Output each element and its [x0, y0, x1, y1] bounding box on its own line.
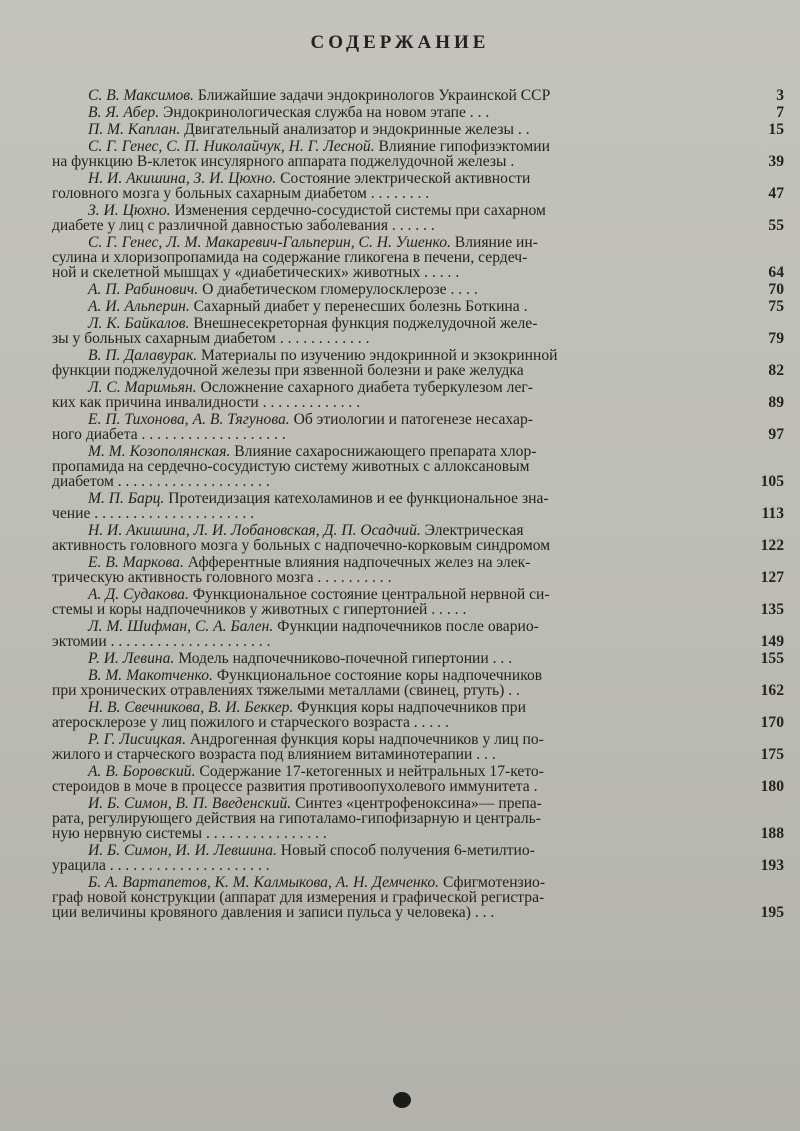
toc-entry-authors: М. М. Козополянская.: [88, 443, 231, 460]
toc-entry-page-number: 70: [768, 281, 784, 298]
toc-entry-continuation: ких как причина инвалидности . . . . . . . . . . . . .: [52, 394, 361, 411]
toc-entry-text: [52, 587, 740, 617]
toc-entry-text: [52, 139, 740, 169]
toc-entry-authors: С. Г. Генес, Л. М. Макаревич-Гальперин, С. Н. Ушенко.: [88, 234, 451, 251]
toc-entry-first-line: [52, 651, 740, 666]
toc-entry: [52, 282, 788, 297]
toc-entry: [52, 700, 788, 730]
toc-entry: [52, 316, 788, 346]
toc-entry-continuation: на функцию В-клеток инсулярного аппарата поджелудочной железы .: [52, 153, 515, 170]
toc-entry-text: [52, 444, 740, 489]
toc-entry: [52, 843, 788, 873]
toc-entry-title: Сфигмотензио-: [439, 874, 546, 891]
toc-entry-authors: В. П. Далавурак.: [88, 347, 198, 364]
toc-entry-page-number: 188: [760, 825, 784, 842]
toc-entry-authors: А. И. Альперин.: [88, 298, 190, 315]
toc-entry-text: [52, 843, 740, 873]
toc-entry-continuation: головного мозга у больных сахарным диабетом . . . . . . . .: [52, 185, 430, 202]
toc-entry-continuation: ции величины кровяного давления и записи пульса у человека) . . .: [52, 904, 495, 921]
toc-entry-page-number: 193: [760, 857, 784, 874]
toc-entry-title: Состояние электрической активности: [276, 170, 531, 187]
toc-entry-authors: С. В. Максимов.: [88, 87, 194, 104]
toc-entry-title: Двигательный анализатор и эндокринные железы . .: [180, 121, 530, 138]
toc-entry-title: Синтез «центрофеноксина»— препа-: [291, 795, 542, 812]
toc-entry-text: [52, 619, 740, 649]
toc-entry: [52, 764, 788, 794]
toc-entry-first-line: [52, 122, 740, 137]
toc-entry-title: Влияние гипофизэктомии: [374, 138, 550, 155]
toc-entry-continuation: пропамида на сердечно-сосудистую систему животных с аллоксановым: [52, 458, 530, 475]
toc-entry: [52, 796, 788, 841]
toc-entry: [52, 380, 788, 410]
toc-entry-text: [52, 235, 740, 280]
toc-entry-page-number: 155: [760, 650, 784, 667]
toc-entry-first-line: [52, 444, 740, 459]
toc-entry-text: [52, 412, 740, 442]
toc-entry-text: [52, 282, 740, 297]
toc-entry-page-number: 39: [768, 153, 784, 170]
toc-entry-first-line: [52, 282, 740, 297]
toc-entry-authors: Л. М. Шифман, С. А. Бален.: [88, 618, 274, 635]
toc-entry-continuation: диабете у лиц с различной давностью заболевания . . . . . .: [52, 217, 435, 234]
toc-entry-title: Функциональное состояние центральной нервной си-: [188, 586, 550, 603]
toc-entry-text: [52, 732, 740, 762]
toc-entry-text: [52, 668, 740, 698]
toc-entry-first-line: [52, 523, 740, 538]
toc-entry-continuation: ного диабета . . . . . . . . . . . . . . . . . . .: [52, 426, 286, 443]
toc-entry-title: Протеидизация катехоламинов и ее функциональное зна-: [164, 490, 549, 507]
toc-entry-continuation: эктомии . . . . . . . . . . . . . . . . . . . . .: [52, 633, 271, 650]
toc-entry-page-number: 105: [760, 473, 784, 490]
toc-entry: [52, 412, 788, 442]
toc-entry-authors: А. Д. Судакова.: [88, 586, 189, 603]
page-title: СОДЕРЖАНИЕ: [310, 32, 490, 53]
toc-entry-text: [52, 700, 740, 730]
toc-entry-text: [52, 875, 740, 920]
toc-entry-first-line: [52, 235, 740, 250]
toc-entry-authors: С. Г. Генес, С. П. Николайчук, Н. Г. Лесной.: [88, 138, 375, 155]
toc-entry-title: Изменения сердечно-сосудистой системы при сахарном: [170, 202, 546, 219]
toc-entry-authors: А. П. Рабинович.: [88, 281, 199, 298]
toc-entry-page-number: 89: [768, 394, 784, 411]
toc-entry-continuation: при хронических отравлениях тяжелыми металлами (свинец, ртуть) . .: [52, 682, 520, 699]
toc-entry-continuation: ную нервную системы . . . . . . . . . . . . . . . .: [52, 825, 327, 842]
toc-entry-continuation: ной и скелетной мышцах у «диабетических» животных . . . . .: [52, 264, 460, 281]
toc-entry-page-number: 170: [760, 714, 784, 731]
toc-entry-title: Влияние ин-: [450, 234, 538, 251]
toc-entry: [52, 444, 788, 489]
toc-entry-continuation: жилого и старческого возраста под влиянием витаминотерапии . . .: [52, 746, 496, 763]
toc-entry-continuation: сулина и хлоризопропамида на содержание гликогена в печени, сердеч-: [52, 249, 528, 266]
toc-entry-continuation: трическую активность головного мозга . . . . . . . . . .: [52, 569, 392, 586]
toc-entry-page-number: 97: [768, 426, 784, 443]
toc-entry-page-number: 162: [760, 682, 784, 699]
toc-entry: [52, 235, 788, 280]
toc-entry-first-line: [52, 139, 740, 154]
toc-entry: [52, 668, 788, 698]
toc-entry-text: [52, 299, 740, 314]
toc-entry-page-number: 195: [760, 904, 784, 921]
toc-entry-text: [52, 348, 740, 378]
toc-entry-first-line: [52, 619, 740, 634]
toc-entry-page-number: 3: [776, 87, 784, 104]
toc-entry-continuation: зы у больных сахарным диабетом . . . . . . . . . . . .: [52, 330, 370, 347]
toc-entry-first-line: [52, 105, 740, 120]
toc-entry-first-line: [52, 491, 740, 506]
toc-entry-authors: Е. В. Маркова.: [88, 554, 184, 571]
toc-entry-text: [52, 491, 740, 521]
toc-entry-text: [52, 105, 740, 120]
toc-entry: [52, 491, 788, 521]
toc-entry-text: [52, 171, 740, 201]
toc-entry-page-number: 15: [768, 121, 784, 138]
toc-entry-authors: И. Б. Симон, В. П. Введенский.: [88, 795, 292, 812]
toc-entry-authors: В. Я. Абер.: [88, 104, 160, 121]
toc-entry-title: Эндокринологическая служба на новом этапе . . .: [159, 104, 490, 121]
toc-entry-first-line: [52, 732, 740, 747]
toc-entry: [52, 139, 788, 169]
toc-entry-authors: П. М. Каплан.: [88, 121, 181, 138]
toc-entry-text: [52, 764, 740, 794]
toc-entry-authors: М. П. Барц.: [88, 490, 165, 507]
toc-entry-continuation: урацила . . . . . . . . . . . . . . . . . . . . .: [52, 857, 270, 874]
toc-entry-first-line: [52, 203, 740, 218]
toc-entry-continuation: рата, регулирующего действия на гипоталамо-гипофизарную и централь-: [52, 810, 541, 827]
table-of-contents: [52, 88, 788, 922]
toc-entry-first-line: [52, 412, 740, 427]
toc-entry-title: Электрическая: [420, 522, 524, 539]
toc-entry: [52, 523, 788, 553]
toc-entry-first-line: [52, 555, 740, 570]
toc-entry: [52, 619, 788, 649]
toc-entry-continuation: стероидов в моче в процессе развития противоопухолевого иммунитета .: [52, 778, 538, 795]
toc-entry-page-number: 75: [768, 298, 784, 315]
toc-entry-first-line: [52, 764, 740, 779]
toc-entry-first-line: [52, 88, 740, 103]
toc-entry-authors: А. В. Боровский.: [88, 763, 196, 780]
toc-entry-text: [52, 523, 740, 553]
toc-entry-first-line: [52, 796, 740, 811]
toc-entry-continuation: чение . . . . . . . . . . . . . . . . . . . . .: [52, 505, 255, 522]
toc-entry-continuation: атеросклерозе у лиц пожилого и старческого возраста . . . . .: [52, 714, 449, 731]
toc-entry: [52, 105, 788, 120]
toc-entry-authors: В. М. Макотченко.: [88, 667, 213, 684]
toc-entry-authors: Б. А. Вартапетов, К. М. Калмыкова, А. Н. Демченко.: [88, 874, 440, 891]
toc-entry-authors: Н. И. Акишина, З. И. Цюхно.: [88, 170, 277, 187]
toc-entry-title: О диабетическом гломерулосклерозе . . . .: [198, 281, 478, 298]
toc-entry-authors: Н. В. Свечникова, В. И. Беккер.: [88, 699, 294, 716]
toc-entry: [52, 732, 788, 762]
toc-entry-page-number: 79: [768, 330, 784, 347]
toc-entry-title: Андрогенная функция коры надпочечников у лиц по-: [185, 731, 544, 748]
toc-entry: [52, 88, 788, 103]
toc-entry-text: [52, 316, 740, 346]
toc-entry-title: Функции надпочечников после оварио-: [273, 618, 539, 635]
toc-entry-page-number: 55: [768, 217, 784, 234]
toc-entry-first-line: [52, 316, 740, 331]
toc-entry: [52, 555, 788, 585]
toc-entry-page-number: 7: [776, 104, 784, 121]
toc-entry: [52, 171, 788, 201]
toc-entry-title: Материалы по изучению эндокринной и экзокринной: [197, 347, 558, 364]
toc-entry-first-line: [52, 875, 740, 890]
toc-entry-authors: Л. С. Маримьян.: [88, 379, 197, 396]
toc-entry: [52, 122, 788, 137]
toc-entry-first-line: [52, 668, 740, 683]
toc-entry-authors: Е. П. Тихонова, А. В. Тягунова.: [88, 411, 290, 428]
toc-entry-page-number: 122: [760, 537, 784, 554]
toc-entry: [52, 651, 788, 666]
toc-entry-title: Об этиологии и патогенезе несахар-: [289, 411, 533, 428]
toc-entry-first-line: [52, 348, 740, 363]
toc-entry-page-number: 113: [761, 505, 784, 522]
toc-entry-page-number: 47: [768, 185, 784, 202]
toc-entry-title: Функциональное состояние коры надпочечников: [212, 667, 543, 684]
toc-entry-title: Новый способ получения 6-метилтио-: [276, 842, 535, 859]
toc-entry: [52, 875, 788, 920]
toc-entry-continuation: функции поджелудочной железы при язвенной болезни и раке желудка: [52, 362, 524, 379]
toc-entry-authors: Р. И. Левина.: [88, 650, 175, 667]
toc-entry-page-number: 175: [760, 746, 784, 763]
toc-entry-title: Модель надпочечниково-почечной гипертонии . . .: [174, 650, 513, 667]
toc-entry-title: Ближайшие задачи эндокринологов Украинской ССР: [193, 87, 551, 104]
toc-entry-text: [52, 651, 740, 666]
toc-entry-page-number: 135: [760, 601, 784, 618]
toc-entry-title: Внешнесекреторная функция поджелудочной желе-: [189, 315, 538, 332]
toc-entry-title: Влияние сахароснижающего препарата хлор-: [230, 443, 537, 460]
toc-entry-continuation: диабетом . . . . . . . . . . . . . . . . . . . .: [52, 473, 270, 490]
toc-entry-page-number: 180: [760, 778, 784, 795]
toc-entry-first-line: [52, 843, 740, 858]
toc-entry-authors: И. Б. Симон, И. И. Левшина.: [88, 842, 277, 859]
toc-entry-first-line: [52, 380, 740, 395]
toc-entry-first-line: [52, 299, 740, 314]
toc-entry: [52, 348, 788, 378]
toc-entry-authors: Н. И. Акишина, Л. И. Лобановская, Д. П. Осадчий.: [88, 522, 421, 539]
toc-entry: [52, 203, 788, 233]
page-mark-dot: [393, 1092, 411, 1108]
toc-entry-title: Сахарный диабет у перенесших болезнь Боткина .: [189, 298, 528, 315]
toc-entry-title: Функция коры надпочечников при: [293, 699, 526, 716]
toc-entry-text: [52, 796, 740, 841]
toc-entry-page-number: 127: [760, 569, 784, 586]
toc-entry-first-line: [52, 171, 740, 186]
toc-entry: [52, 587, 788, 617]
toc-entry-text: [52, 380, 740, 410]
toc-entry-continuation: граф новой конструкции (аппарат для измерения и графической регистра-: [52, 889, 545, 906]
toc-entry-text: [52, 122, 740, 137]
toc-entry: [52, 299, 788, 314]
toc-entry-title: Афферентные влияния надпочечных желез на элек-: [183, 554, 531, 571]
toc-entry-first-line: [52, 587, 740, 602]
toc-entry-authors: З. И. Цюхно.: [88, 202, 171, 219]
toc-entry-authors: Р. Г. Лисицкая.: [88, 731, 186, 748]
toc-entry-text: [52, 555, 740, 585]
toc-entry-first-line: [52, 700, 740, 715]
toc-entry-continuation: активность головного мозга у больных с надпочечно-корковым синдромом: [52, 537, 551, 554]
toc-entry-title: Осложнение сахарного диабета туберкулезом лег-: [196, 379, 533, 396]
toc-entry-page-number: 149: [760, 633, 784, 650]
toc-entry-text: [52, 88, 740, 103]
toc-entry-authors: Л. К. Байкалов.: [88, 315, 190, 332]
toc-entry-page-number: 64: [768, 264, 784, 281]
toc-entry-text: [52, 203, 740, 233]
toc-entry-page-number: 82: [768, 362, 784, 379]
toc-entry-continuation: стемы и коры надпочечников у животных с гипертонией . . . . .: [52, 601, 467, 618]
toc-entry-title: Содержание 17-кетогенных и нейтральных 17-кето-: [195, 763, 544, 780]
